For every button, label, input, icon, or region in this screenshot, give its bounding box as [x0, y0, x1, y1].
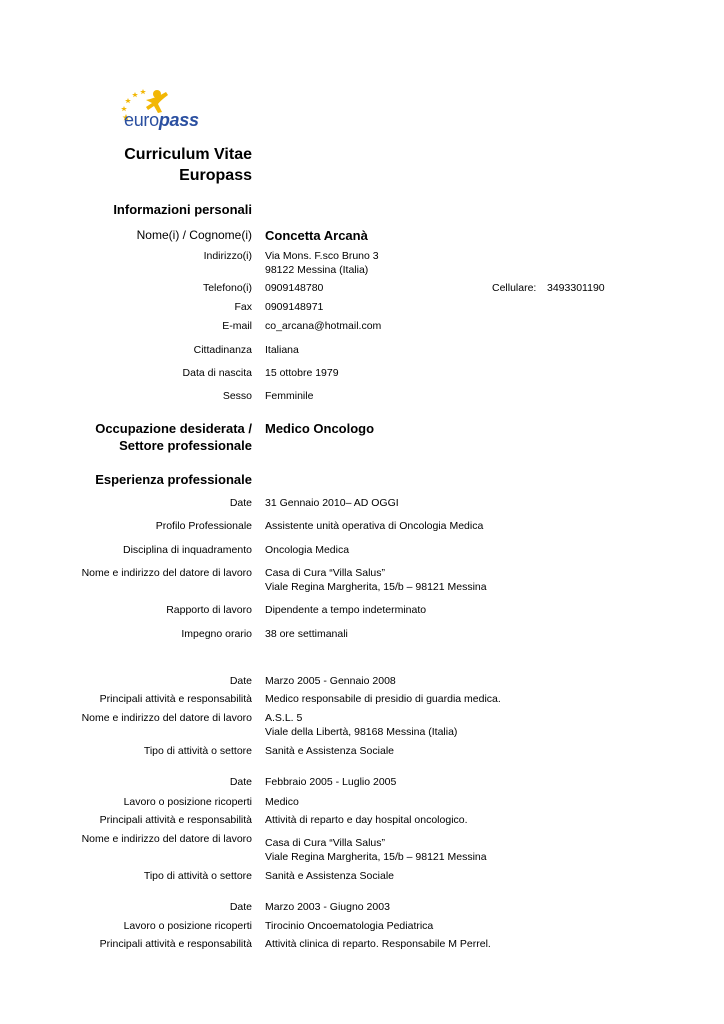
occupation-label-line2: Settore professionale [119, 438, 252, 453]
section-experience-heading: Esperienza professionale [95, 472, 252, 487]
europass-wordmark [124, 110, 199, 131]
job3-employer-line2: Viale Regina Margherita, 15/b – 98121 Messina [265, 851, 487, 863]
job3-activities: Attività di reparto e day hospital oncologico. [265, 814, 468, 826]
address-line2: 98122 Messina (Italia) [265, 264, 369, 276]
job2-date-label: Date [229, 675, 252, 687]
occupation-value: Medico Oncologo [265, 421, 375, 436]
job3-date: Febbraio 2005 - Luglio 2005 [265, 776, 397, 788]
citizenship-label: Cittadinanza [193, 344, 252, 356]
fax-label: Fax [234, 301, 252, 313]
job2-activities: Medico responsabile di presidio di guardia medica. [265, 693, 501, 705]
sex-value: Femminile [265, 390, 314, 402]
job1-hours: 38 ore settimanali [265, 628, 348, 640]
job2-sector: Sanità e Assistenza Sociale [265, 745, 394, 757]
job3-employer-label: Nome e indirizzo del datore di lavoro [81, 833, 252, 845]
job1-profile-label: Profilo Professionale [155, 520, 252, 532]
email-label: E-mail [222, 320, 252, 332]
phone-label: Telefono(i) [202, 282, 252, 294]
job1-employer-label: Nome e indirizzo del datore di lavoro [81, 567, 252, 579]
address-label: Indirizzo(i) [203, 250, 252, 262]
job1-discipline: Oncologia Medica [265, 544, 350, 556]
job3-employer-line1: Casa di Cura “Villa Salus” [265, 837, 386, 849]
job3-activities-label: Principali attività e responsabilità [99, 814, 252, 826]
occupation-label-line1: Occupazione desiderata / [95, 421, 252, 436]
job4-position-label: Lavoro o posizione ricoperti [123, 920, 252, 932]
job2-employer-label: Nome e indirizzo del datore di lavoro [81, 712, 252, 724]
wordmark-euro: euro [124, 110, 159, 130]
occupation-label [95, 420, 252, 454]
job2-employer-line2: Viale della Libertà, 98168 Messina (Italia) [265, 726, 458, 738]
email-value: co_arcana@hotmail.com [265, 320, 382, 332]
job3-sector: Sanità e Assistenza Sociale [265, 870, 394, 882]
address-line1: Via Mons. F.sco Bruno 3 [265, 250, 379, 262]
job2-employer-line1: A.S.L. 5 [265, 712, 303, 724]
job4-activities: Attività clinica di reparto. Responsabile M Perrel. [265, 938, 491, 950]
cv-title-line2: Europass [179, 167, 252, 184]
job3-sector-label: Tipo di attività o settore [143, 870, 252, 882]
job3-date-label: Date [229, 776, 252, 788]
wordmark-pass: pass [158, 110, 199, 130]
job2-sector-label: Tipo di attività o settore [143, 745, 252, 757]
job1-date: 31 Gennaio 2010– AD OGGI [265, 497, 399, 509]
cv-title [124, 144, 252, 186]
job1-contract: Dipendente a tempo indeterminato [265, 604, 427, 616]
job2-date: Marzo 2005 - Gennaio 2008 [265, 675, 396, 687]
job4-position: Tirocinio Oncoematologia Pediatrica [265, 920, 434, 932]
mobile-label: Cellulare: [492, 282, 537, 294]
phone-value: 0909148780 [265, 282, 324, 294]
job1-contract-label: Rapporto di lavoro [166, 604, 252, 616]
job1-employer-line2: Viale Regina Margherita, 15/b – 98121 Messina [265, 581, 487, 593]
job3-position-label: Lavoro o posizione ricoperti [123, 796, 252, 808]
job1-profile: Assistente unità operativa di Oncologia Medica [265, 520, 484, 532]
job3-position: Medico [265, 796, 299, 808]
job1-hours-label: Impegno orario [181, 628, 252, 640]
cv-title-line1: Curriculum Vitae [124, 146, 252, 163]
full-name: Concetta Arcanà [265, 228, 368, 243]
job1-employer-line1: Casa di Cura “Villa Salus” [265, 567, 386, 579]
section-personal-heading: Informazioni personali [113, 202, 252, 217]
sex-label: Sesso [222, 390, 252, 402]
job4-date: Marzo 2003 - Giugno 2003 [265, 901, 390, 913]
job4-activities-label: Principali attività e responsabilità [99, 938, 252, 950]
birth-value: 15 ottobre 1979 [265, 367, 339, 379]
mobile-value: 3493301190 [547, 282, 605, 294]
job1-date-label: Date [229, 497, 252, 509]
job2-activities-label: Principali attività e responsabilità [99, 693, 252, 705]
fax-value: 0909148971 [265, 301, 324, 313]
job4-date-label: Date [229, 901, 252, 913]
birth-label: Data di nascita [182, 367, 252, 379]
citizenship-value: Italiana [265, 344, 299, 356]
name-label: Nome(i) / Cognome(i) [136, 228, 252, 242]
job1-discipline-label: Disciplina di inquadramento [123, 544, 252, 556]
